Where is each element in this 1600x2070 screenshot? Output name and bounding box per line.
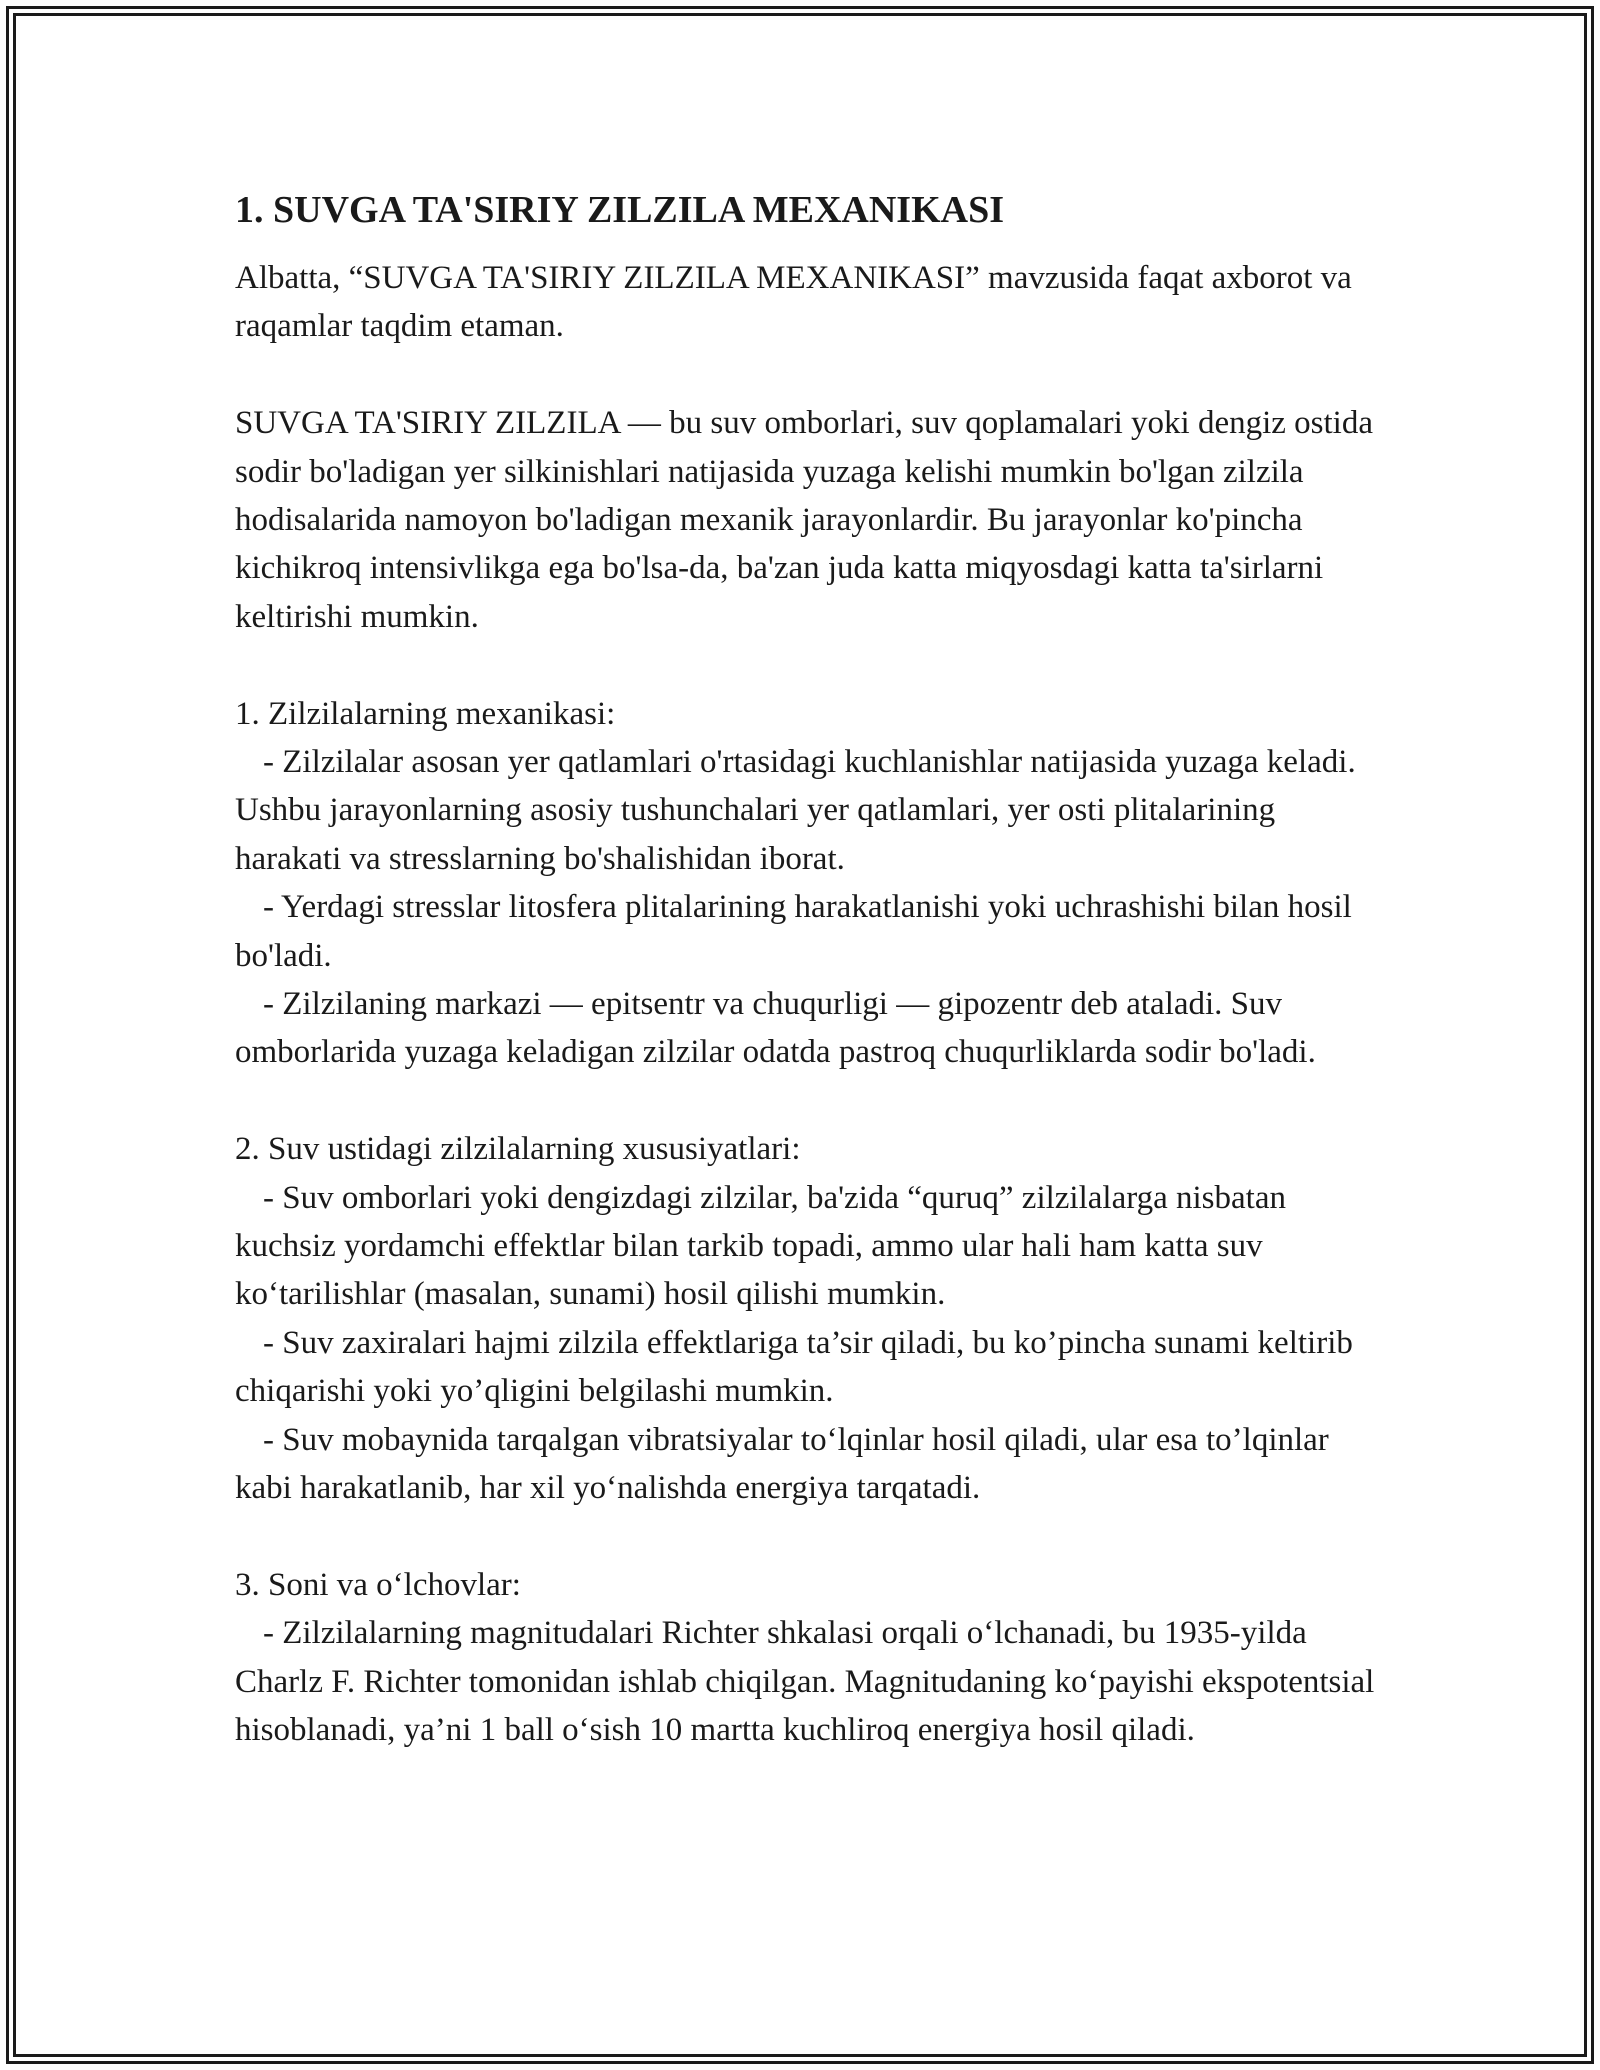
list-item: - Zilzilaning markazi — epitsentr va chuqurligi — gipozentr deb ataladi. Suv omborlarida yuzaga keladigan zilzilar odatda pastroq chuqurliklarda sodir bo'ladi. <box>235 986 1316 1071</box>
list-item: - Zilzilalarning magnitudalari Richter shkalasi orqali o‘lchanadi, bu 1935-yilda Charlz F. Richter tomonidan ishlab chiqilgan. Magnitudaning ko‘payishi ekspotentsial hisoblanadi, ya’ni 1 ball o‘sish 10 martta kuchliroq energiya hosil qiladi. <box>235 1615 1375 1749</box>
list-item: - Suv mobaynida tarqalgan vibratsiyalar to‘lqinlar hosil qiladi, ular esa to’lqinlar kabi harakatlanib, har xil yo‘nalishda energiya tarqatadi. <box>235 1421 1329 1507</box>
document-body <box>235 186 1375 1803</box>
section-heading: 3. Soni va o‘lchovlar: <box>235 1566 521 1603</box>
section-measurements <box>235 1561 1375 1755</box>
document-title: 1. SUVGA TA'SIRIY ZILZILA MEXANIKASI <box>235 189 1004 231</box>
intro-paragraph: Albatta, “SUVGA TA'SIRIY ZILZILA MEXANIKASI” mavzusida faqat axborot va raqamlar taqdim etaman. <box>235 260 1352 345</box>
list-item: - Suv omborlari yoki dengizdagi zilzilar, ba'zida “quruq” zilzilalarga nisbatan kuchsiz yordamchi effektlar bilan tarkib topadi, ammo ular hali ham katta suv ko‘tarilishlar (masalan, sunami) hosil qilishi mumkin. <box>235 1179 1286 1313</box>
section-heading: 1. Zilzilalarning mexanikasi: <box>235 695 616 732</box>
list-item: - Yerdagi stresslar litosfera plitalarining harakatlanishi yoki uchrashishi bilan hosil bo'ladi. <box>235 889 1352 974</box>
section-mechanics <box>235 690 1375 1077</box>
list-item: - Zilzilalar asosan yer qatlamlari o'rtasidagi kuchlanishlar natijasida yuzaga keladi. Ushbu jarayonlarning asosiy tushunchalari yer qatlamlari, yer osti plitalarining harakati va stresslarning bo'shalishidan iborat. <box>235 744 1356 877</box>
list-item: - Suv zaxiralari hajmi zilzila effektlariga ta’sir qiladi, bu ko’pincha sunami keltirib chiqarishi yoki yo’qligini belgilashi mumkin. <box>235 1324 1353 1410</box>
section-water-properties <box>235 1125 1375 1512</box>
definition-paragraph: SUVGA TA'SIRIY ZILZILA — bu suv omborlari, suv qoplamalari yoki dengiz ostida sodir bo'ladigan yer silkinishlari natijasida yuzaga kelishi mumkin bo'lgan zilzila hodisalarida namoyon bo'ladigan mexanik jarayonlardir. Bu jarayonlar ko'pincha kichikroq intensivlikga ega bo'lsa-da, ba'zan juda katta miqyosdagi katta ta'sirlarni keltirishi mumkin. <box>235 405 1374 635</box>
section-heading: 2. Suv ustidagi zilzilalarning xususiyatlari: <box>235 1131 801 1168</box>
